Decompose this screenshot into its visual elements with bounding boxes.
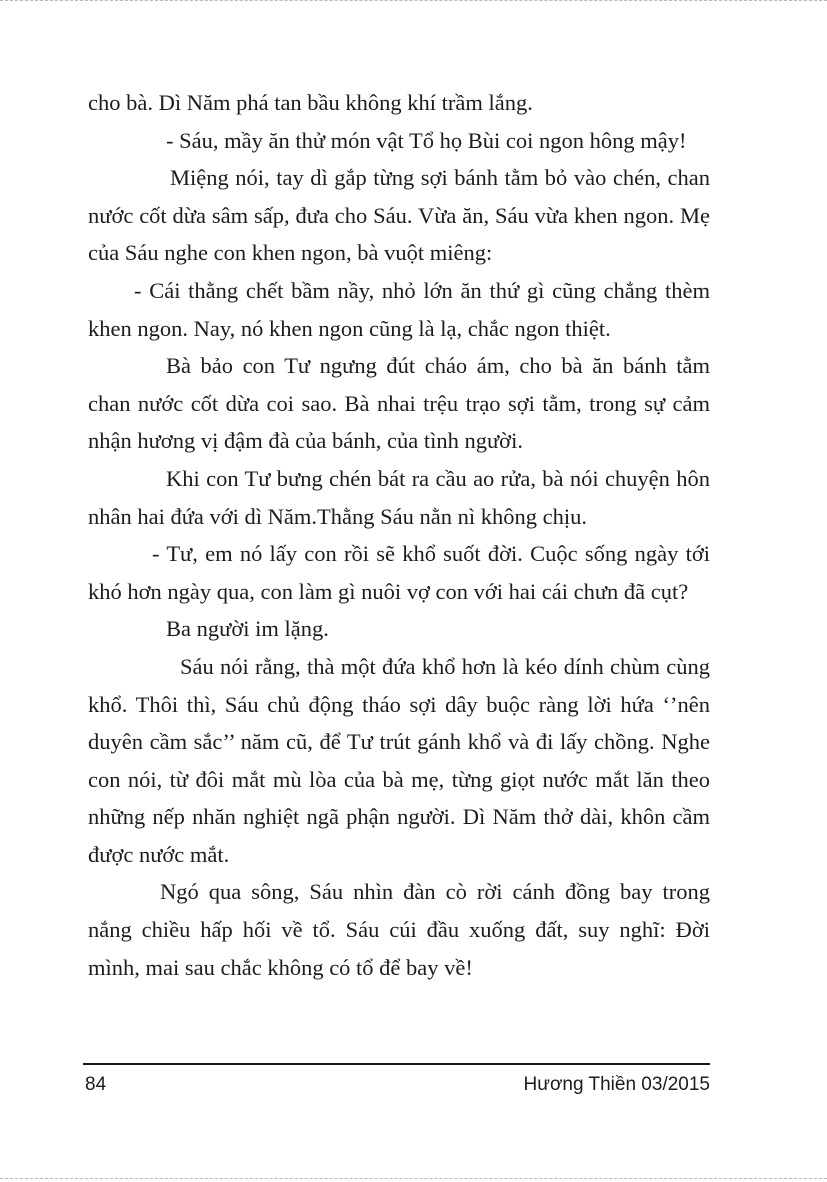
body-text <box>88 84 710 986</box>
paragraph-silence: Ba người im lặng. <box>166 616 329 642</box>
paragraph-release-promise: Sáu nói rằng, thà một đứa khổ hơn là kéo dính chùm cùng khổ. Thôi thì, Sáu chủ động tháo sợi dây buộc ràng lời hứa ‘’nên duyên cầm sắc’’ năm cũ, để Tư trút gánh khổ và đi lấy chồng. Nghe con nói, từ đôi mắt mù lòa của bà mẹ, từng giọt nước mắt lăn theo những nếp nhăn nghiệt ngã phận người. Dì Năm thở dài, khôn cầm được nước mắt. <box>88 653 710 867</box>
running-footer-title: Hương Thiền 03/2015 <box>523 1074 710 1095</box>
crop-mark-top <box>0 0 827 2</box>
paragraph-tasting: Bà bảo con Tư ngưng đút cháo ám, cho bà ăn bánh tằm chan nước cốt dừa coi sao. Bà nhai trệu trạo sợi tằm, trong sự cảm nhận hương vị đậm đà của bánh, của tình người. <box>88 353 710 454</box>
footer-rule <box>83 1063 710 1065</box>
paragraph-dialogue-dish: - Sáu, mầy ăn thử món vật Tổ họ Bùi coi ngon hông mậy! <box>166 127 687 153</box>
page-number: 84 <box>85 1074 107 1095</box>
paragraph-marriage-talk: Khi con Tư bưng chén bát ra cầu ao rửa, bà nói chuyện hôn nhân hai đứa với dì Năm.Thằng Sáu nằn nì không chịu. <box>88 465 710 529</box>
paragraph-dialogue-mother: - Cái thằng chết bầm nầy, nhỏ lớn ăn thứ gì cũng chẳng thèm khen ngon. Nay, nó khen ngon cũng là lạ, chắc ngon thiệt. <box>88 277 710 341</box>
paragraph-dialogue-refusal: - Tư, em nó lấy con rồi sẽ khổ suốt đời. Cuộc sống ngày tới khó hơn ngày qua, con làm gì nuôi vợ con với hai cái chưn đã cụt? <box>88 541 710 604</box>
paragraph-ending: Ngó qua sông, Sáu nhìn đàn cò rời cánh đồng bay trong nắng chiều hấp hối về tổ. Sáu cúi đầu xuống đất, suy nghĩ: Đời mình, mai sau chắc không có tổ để bay về! <box>88 879 710 980</box>
crop-mark-bottom <box>0 1178 827 1180</box>
paragraph-serving: Miệng nói, tay dì gắp từng sợi bánh tằm bỏ vào chén, chan nước cốt dừa sâm sấp, đưa cho Sáu. Vừa ăn, Sáu vừa khen ngon. Mẹ của Sáu nghe con khen ngon, bà vuột miêng: <box>88 165 710 266</box>
paragraph-continuation: cho bà. Dì Năm phá tan bầu không khí trầm lắng. <box>88 90 533 115</box>
